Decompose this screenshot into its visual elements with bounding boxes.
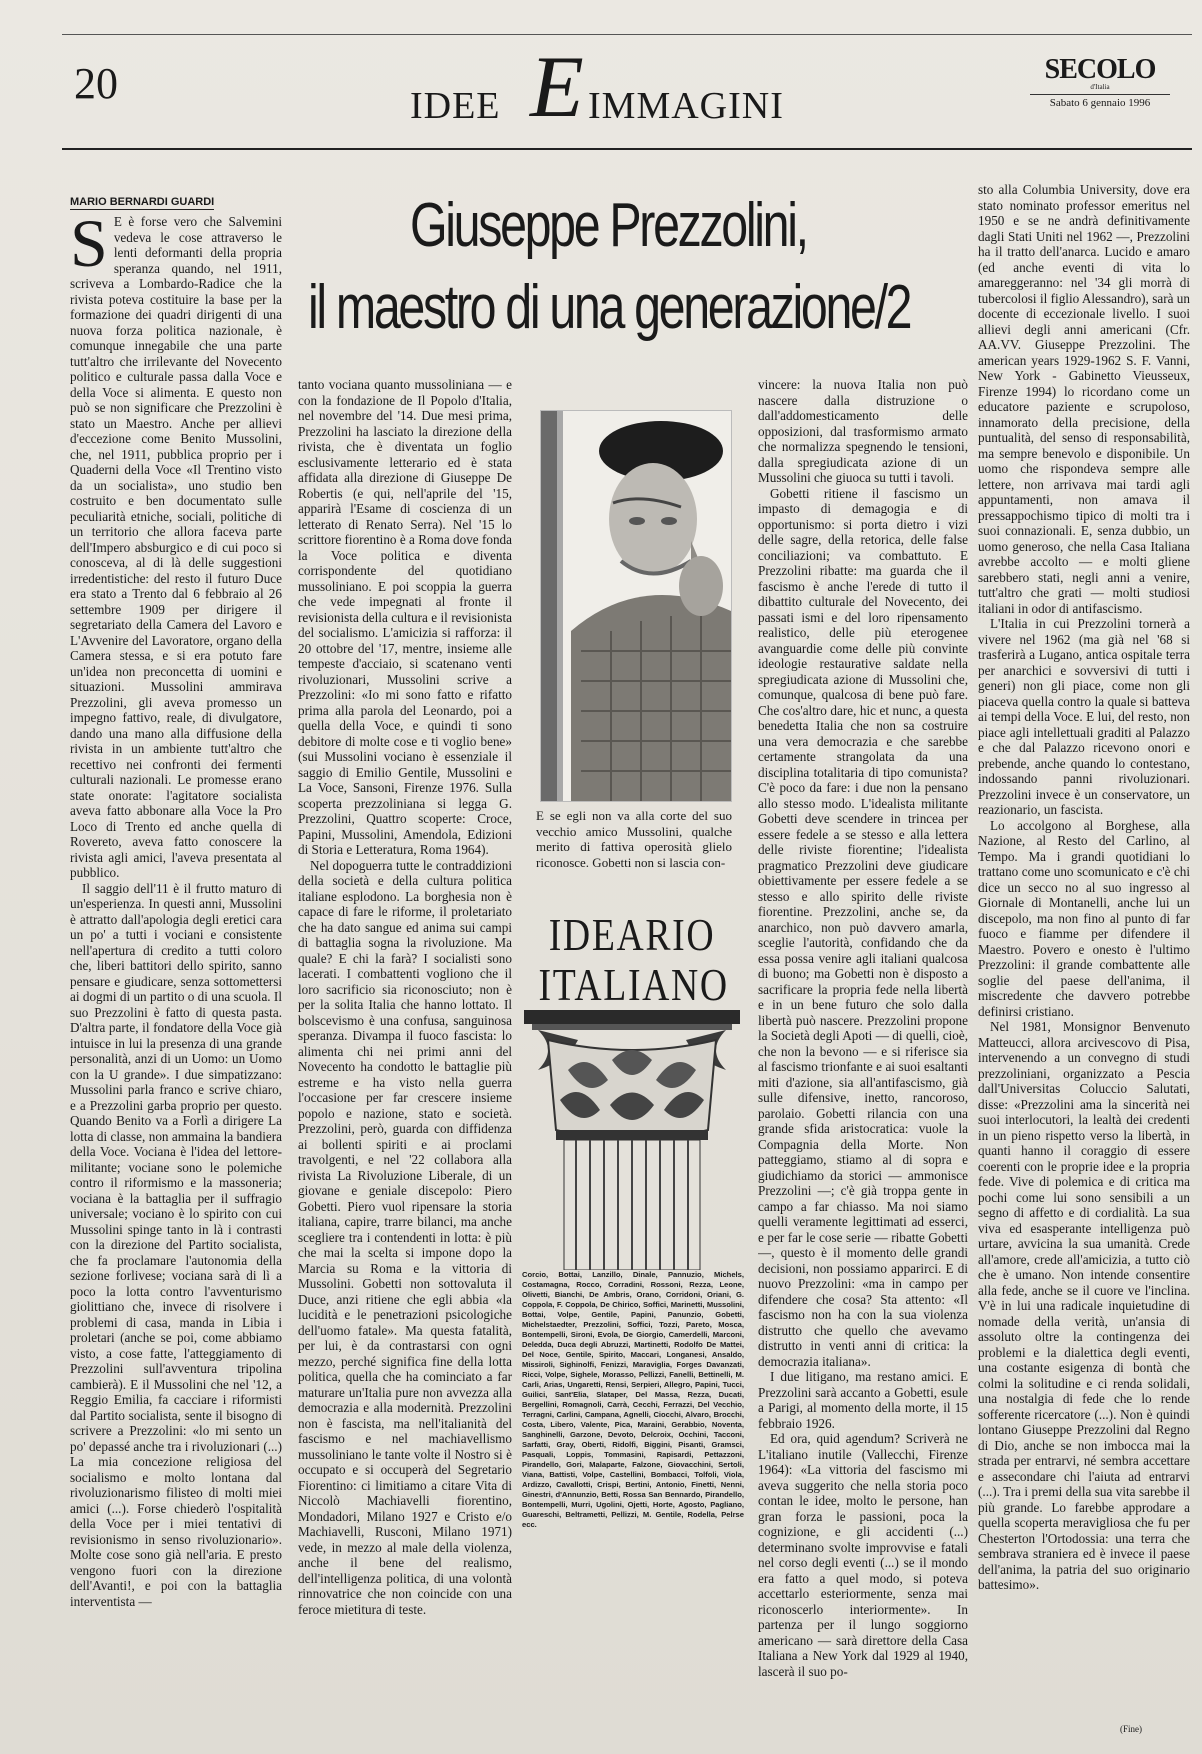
col4-para-2: L'Italia in cui Prezzolini tornerà a vivere nel 1962 (ma già nel '68 si trasferirà a Lugano, antica ospitale terra per anarchici e sovversivi di tutti i generi) non gli piace, come non gli piaceva quella contro la quale si batteva ai tempi della Voce. E lui, del resto, non piace agli intellettuali graditi al Palazzo e che dal Palazzo ricevono onori e prebende, anche quando lo contestano, indossando panni rivoluzionari. Prezzolini invece è un conservatore, un reazionario, un fascista. xyxy=(978,616,1190,817)
header-rule xyxy=(62,148,1192,150)
top-rule xyxy=(62,34,1192,35)
col4-para-4: Nel 1981, Monsignor Benvenuto Matteucci, allora arcivescovo di Pisa, intervenendo a un convegno di studi prezzoliniani, organizzato a Pescia dall'Universitas Coluccio Salutati, disse: «Prezzolini ama la sincerità nei suoi interlocutori, la lealtà dei credenti in un pieno rispetto verso la libertà, in quanti hanno il coraggio di essere coerenti con le proprie idee e la propria fede. Vive di polemica e di critica ma pochi come lui sono sensibili a un segno di affetto e di cordialità. La sua viva ed esasperante intelligenza può urtare, avvicina la sua umanità. Crede all'amore, crede all'amicizia, a tutto ciò che è umano. Non intende consentire alla fede, anche se il cuore ve l'inclina. V'è in lui una radicale inquietudine di nomade della verità, un'ansia di assoluto oltre la contingenza dei problemi e la dialettica degli eventi, una costante esigenza di bontà che colmi la solitudine e ci renda solidali, una nostalgia di fede che lo rende sofferente ricercatore (...). Non è quindi lontano Giuseppe Prezzolini dal Regno di Dio, anche se non imbocca mai la strada per entrarvi, né sembra accettare e assecondare chi l'aiuta ad entrarvi (...). Tra i premi della sua vita sarebbe il più grande. Lo farebbe approdare a quella scoperta meravigliosa che fu per Chesterton l'Ortodossia: una terra che sembrava straniera ed è invece il paese dell'anima, la patria del suo originario battesimo». xyxy=(978,1019,1190,1592)
ideario-title-2: ITALIANO xyxy=(538,959,729,1010)
article-column-4 xyxy=(978,182,1190,1712)
headline-line-1: Giuseppe Prezzolini, xyxy=(410,191,807,260)
col4-para-3: Lo accolgono al Borghese, alla Nazione, al Resto del Carlino, al Tempo. Ma i grandi quotidiani lo trattano come uno scomunicato e c'è chi dice un secco no al suo ingresso al Giornale di Montanelli, anche lui un discepolo, ma non fino al punto di far fuoco e fiamme per difendere il Maestro. Povero e onesto è l'ultimo Prezzolini: il grande combattente alle soglie del paese dell'anima, il miscredente che davvero potrebbe definirsi cristiano. xyxy=(978,817,1190,1019)
paper-logo: SECOLO xyxy=(1044,54,1156,85)
col3-para-3: I due litigano, ma restano amici. E Prezzolini sarà accanto a Gobetti, esule a Parigi, al momento della morte, il 15 febbraio 1926. xyxy=(758,1369,968,1431)
rubric-immagini: IMMAGINI xyxy=(588,85,784,127)
col3-para-2: Gobetti ritiene il fascismo un impasto di demagogia e di opportunismo: si porta dietro i vizi delle sagre, della retorica, delle false conciliazioni; va combattuto. E Prezzolini ribatte: ma guarda che il fascismo è anche l'erede di tutto il dibattito culturale del Novecento, dei passati ismi e del loro ripensamento realistico, delle più eterogenee avanguardie come delle più convinte ideologie restaurative saldate nella spregiudicata azione di Mussolini che, comunque, qualcosa di bene può fare. Che cos'altro dare, hic et nunc, a questa benedetta Italia che non sa costruire una vera democrazia e che sarebbe certamente strangolata da una disciplina totalitaria di tipo comunista? C'è poco da fare: i due non la pensano allo stesso modo. L'idealista militante Gobetti deve scendere in trincea per essere fedele a se stesso e alla lettera delle riviste fiorentine; l'idealista pragmatico Prezzolini deve giudicare obiettivamente per essere fedele a se stesso e allo spirito delle riviste fiorentine. Prezzolini, anche se, da anarchico, non può davvero amarla, sceglie l'autorità, confidando che da essa possa venire agli italiani qualcosa di buono; ma Gobetti non è disposto a sacrificare la propria fede nella libertà e in un bene futuro che solo dalla libertà può nascere. Prezzolini propone la Società degli Apoti — di quelli, cioè, che non la bevono — e si riferisce sia al fascismo trionfante e ai suoi esaltanti miti d'azione, sia all'antifascismo, già sulle difensive, inetto, rancoroso, parolaio. Gobetti rilancia con una grande sfida aristocratica: vuole la Compagnia della Morte. Non patteggiamo, stiamo al di sopra e giudichiamo da storici — ammonisce Prezzolini —; c'è già troppa gente in campo a far chiasso. Ma noi siamo quelli veramente legittimati ad esserci, e per far le cose serie — ribatte Gobetti —, questo è il momento delle grandi decisioni, non possiamo apparirci. E di nuovo Prezzolini: «ma in campo per difendere che cosa? Sta attento: «Il fascismo non ha con la sua violenza distrutto che quello che avevamo distrutto in venti anni di critica: la democrazia italiana». xyxy=(758,485,968,1369)
paper-sub: d'Italia xyxy=(1090,83,1110,91)
portrait-photo xyxy=(540,410,732,802)
corinthian-column-icon xyxy=(518,1010,746,1270)
page-number: 20 xyxy=(74,59,118,108)
rubric-e: E xyxy=(530,39,584,136)
article-column-3 xyxy=(758,377,968,1697)
masthead xyxy=(1030,56,1170,109)
col2-para-2: Nel dopoguerra tutte le contraddizioni della società e della cultura politica italiane esplodono. La borghesia non è capace di fare le riforme, il proletariato che ha dato sangue ed anima sui campi di battaglia sogna la rivoluzione. Ma quale? E chi la farà? I socialisti sono lacerati. I combattenti vogliono che il loro sacrificio sia riconosciuto; non è per la solita Italia che hanno lottato. Il bolscevismo è una confusa, sanguinosa speranza. Divampa il fuoco fascista: lo alimenta chi nei primi anni del Novecento ha condotto le battaglie più estreme e ha visto nella guerra l'occasione per far crescere insieme popolo e nazione, stato e società. Prezzolini, però, guarda con diffidenza ai bollenti spiriti e ai proclami travolgenti, e nel '22 collabora alla rivista La Rivoluzione Liberale, di un giovane e geniale discepolo: Piero Gobetti. Piero vuol ripensare la storia italiana, capire, trarre bilanci, ma anche scegliere tra i contendenti in lotta: è più che mai la scelta si impone dopo la Marcia su Roma e la vittoria di Mussolini. Gobetti non sottovaluta il Duce, anzi ritiene che egli abbia «la lucidità e le penetrazioni psicologiche dell'uomo fatale». Ma questa fatalità, per lui, è da contrastarsi con ogni mezzo, perché significa fine della lotta politica, quella che ha cominciato a far maturare un'Italia pure non avvezza alla democrazia e alla modernità. Prezzolini non è fascista, ma nell'italianità del fascismo e nel machiavellismo mussoliniano le tante volte il Nostro si è occupato e si occuperà del Segretario Fiorentino: ci limitiamo a citare Vita di Niccolò Machiavelli fiorentino, Mondadori, Milano 1927 e Cristo e/o Machiavelli, Rusconi, Milano 1971) vede, in mezzo al male della violenza, anche il bene del realismo, dell'intelligenza politica, di una volontà rinnovatrice che non coincide con una feroce mietitura di teste. xyxy=(298,857,512,1617)
col4-para-1: sto alla Columbia University, dove era stato nominato professor emeritus nel 1950 e se ne andrà definitivamente dagli Stati Uniti nel 1962 —, Prezzolini ha il tratto dell'anarca. Lucido e amaro (ed anche eventi di vita lo amareggeranno: nel '34 gli morrà di tubercolosi il figlio Alessandro), sarà un docente di eccezionale livello. I suoi allievi degli anni americani (Cfr. AA.VV. Giuseppe Prezzolini. The american years 1929-1962 S. F. Vanni, New York - Gabinetto Vieusseux, Firenze 1994) lo ricordano come un educatore paziente e scrupoloso, innamorato della precisione, della puntualità, del senso di responsabilità, ma sempre benevolo e disponibile. Un uomo che rispondeva sempre alle lettere, non arrivava mai tardi agli appuntamenti, non amava il pressappochismo tipico di molti tra i suoi connazionali. E, senza dubbio, un uomo generoso, che nella Casa Italiana avrebbe accolto — e molti gliene sarebbero stati, negli anni a venire, tutt'altro che grati — molti studiosi italiani in odor di antifascismo. xyxy=(978,182,1190,616)
headline-line-2: il maestro di una generazione/2 xyxy=(308,273,911,342)
col1-para-2: Il saggio dell'11 è il frutto maturo di un'esperienza. In questi anni, Mussolini è attratto dall'apologia degli eretici cara un po' a tutti i vociani e consistente nell'apertura di credito a tutti coloro che, liberi battitori dello spirito, sanno pensare e giudicare, senza sottomettersi ai dogmi di un partito o di una scuola. Il suo Prezzolini è fatto di questa pasta. D'altra parte, il fondatore della Voce già intuisce in lui la presenza di una grande personalità, anzi di un Uomo: un Uomo con la U grande». I due simpatizzano: Mussolini parla franco e scrive chiaro, e a Prezzolini garba proprio per questo. Quando Benito va a Forlì a dirigere La lotta di classe, non ammaina la bandiera della Voce. Vociana è l'idea del lettore-militante; vociane sono le polemiche contro il riformismo e la massoneria; vociana è la battaglia per il suffragio universale; vociano è lo spirito con cui Mussolini spinge tanto in là i contrasti con la direzione del Partito socialista, che fa proclamare l'autonomia della sezione forlivese; vociana sarà di lì a poco la lotta contro l'avventurismo giolittiano che, invece di risolvere i problemi di casa, manda in Libia i proletari (anche se poi, come abbiamo visto, a cose fatte, l'atteggiamento di Prezzolini sull'avventura tripolina cambierà). E il Mussolini che nel '12, a Reggio Emilia, fa cacciare i riformisti dal Partito socialista, sente il bisogno di scrivere a Prezzolini: «lo mi sento un po' depassé anche tra i rivoluzionari (...) La mia concezione religiosa del socialismo e molto lontana dal rivoluzionarismo filisteo di molti miei amici (...). Forse chiederò l'ospitalità della Voce per i miei tentativi di revisionismo in senso rivoluzionario». Molte cose sono già nell'aria. E presto vengono fuori con la direzione dell'Avanti!, e poi con la battaglia interventista — xyxy=(70,880,282,1609)
article-end-mark: (Fine) xyxy=(1120,1724,1142,1734)
article-column-1 xyxy=(70,214,282,1694)
ideario-title-1: IDEARIO xyxy=(548,909,716,960)
col3-para-4: Ed ora, quid agendum? Scriverà ne L'italiano inutile (Vallecchi, Firenze 1964): «La vittoria del fascismo mi aveva suggerito che nella storia poco contan le idee, molto le persone, han gran forza le passioni, poca la cognizione, e gli accidenti (...) determinano svolte improvvise e fatali nel corso degli eventi (...) se il mondo era fatto a quel modo, si poteva accettarlo esteriormente, senza mai riconoscerlo interiormente». In partenza per il lungo soggiorno americano — sarà direttore della Casa Italiana a New York dal 1929 al 1940, lascerà il suo po- xyxy=(758,1431,968,1679)
byline: MARIO BERNARDI GUARDI xyxy=(70,196,215,208)
article-column-2 xyxy=(298,377,512,1697)
section-rubric xyxy=(410,39,850,136)
col2-para-1: tanto vociana quanto mussoliniana — e con la fondazione de Il Popolo d'Italia, nel novembre del '14. Due mesi prima, Prezzolini ha lasciato la direzione della rivista, che è diventata un foglio esclusivamente letterario ed è stata affidata alla direzione di Giuseppe De Robertis (e qui, nell'aprile del '15, apparirà l'Esame di coscienza di un letterato di Renato Serra). Nel '15 lo scrittore fiorentino è a Roma dove fonda la Voce politica e diventa corrispondente del quotidiano mussoliniano. E poi scoppia la guerra che vede impegnati al fronte il revisionista della cultura e il revisionista del socialismo. L'amicizia si rafforza: il 20 ottobre del '17, mentre, insieme alle tempeste d'acciaio, si scatenano venti rivoluzionari, Mussolini scrive a Prezzolini: «Io mi sono fatto e rifatto prima alla parola del Leonardo, poi a quella della Voce, e quindi ti sono debitore di molte cose e ti voglio bene» (sui Mussolini vociano è essenziale il saggio di Emilio Gentile, Mussolini e La Voce, Sansoni, Firenze 1976. Sulla scoperta prezzoliniana si legga G. Prezzolini, Quattro scoperte: Croce, Papini, Mussolini, Amendola, Edizioni di Storia e Letteratura, Roma 1964). xyxy=(298,377,512,857)
portrait-illustration xyxy=(541,411,731,801)
ideario-names-list: Corcio, Bottai, Lanzillo, Dinale, Pannuzio, Michels, Costamagna, Rocco, Corradini, Rossoni, Rezza, Leone, Olivetti, Bianchi, De Ambris, Orano, Corridoni, Oriani, G. Coppola, F. Coppola, De Chirico, Soffici, Marinetti, Mussolini, Bottai, Volpe, Gentile, Papini, Panunzio, Gobetti, Michelstaedter, Prezzolini, Soffici, Tozzi, Pareto, Mosca, Bontempelli, Sironi, Evola, De Giorgio, Camerdelli, Marconi, Deledda, Duca degli Abruzzi, Martinetti, Rodolfo De Mattei, Del Noce, Gentile, Spirito, Maccari, Longanesi, Ansaldo, Missiroli, Sighinolfi, Fenizzi, Maraviglia, Forges Davanzati, Ricci, Volpe, Sighele, Morasso, Pellizzi, Fanelli, Bettinelli, M. Carli, Arias, Ungaretti, Rensi, Serpieri, Allegro, Papini, Tucci, Guilici, Sant'Elia, Slataper, Del Massa, Rezza, Ducati, Bergellini, Romagnoli, Carrà, Cecchi, Ferrazzi, Del Vecchio, Terragni, Carlini, Campana, Agnelli, Ciocchi, Alvaro, Brocchi, Costa, Libero, Valente, Pica, Maraini, Gerabbio, Noventa, Sanghinelli, Garzone, Devoto, Delcroix, Occhini, Tacconi, Sarfatti, Gray, Oberti, Ridolfi, Biggini, Pisanti, Gramsci, Pasquali, Loppis, Tommasini, Rapisardi, Pettazzoni, Pirandello, Gori, Malaparte, Falzone, Giovacchini, Sertoli, Viana, Battisti, Volpe, Castellini, Bombacci, Tolfoli, Viola, Ardizzo, Cavallotti, Crispi, Bertini, Antonio, Finetti, Nenni, Ginestri, d'Annunzio, Betti, Rossa San Bennardo, Pirandello, Bontempelli, Murri, Ugolini, Ojetti, Horte, Agosto, Pagliano, Guareschi, Beltrametti, Pellizzi, M. Gentile, Rodella, Pelrse ecc. xyxy=(522,1270,744,1529)
col1-para-1: E è forse vero che Salvemini vedeva le cose attraverso le lenti deformanti della propria speranza quando, nel 1911, scriveva a Lombardo-Radice che la rivista poteva costituire la base per la formazione dei quadri dirigenti di una nuova forza politica nazionale, è comunque innegabile che una parte tutt'altro che irrilevante del Novecento politico e culturale passa dalla Voce e della Voce si alimenta. E questo non può se non significare che Prezzolini è stato un Maestro. Anche per allievi d'eccezione come Benito Mussolini, che, nel 1911, pubblica proprio per i Quaderni della Voce «Il Trentino visto da un socialista», uno studio ben costruito e ben documentato sulle peculiarità etniche, sociali, politiche di un territorio che allora faceva parte dell'Impero absburgico e di cui poco si conosceva, al di là delle suggestioni irredentistiche: del resto il futuro Duce era stato a Trento dal 6 febbraio al 26 settembre 1909 per dirigere il segretariato della Camera del Lavoro e L'Avvenire del Lavoratore, organo della Camera stessa, e si era potuto fare un'idea non preconcetta di uomini e situazioni. Mussolini ammirava Prezzolini, gli aveva promesso un impegno fattivo, reale, di divulgatore, dando una mano alla diffusione della rivista in un ambiente tutt'altro che recettivo nei confronti dei fermenti culturali nazionali. Le promesse erano state onorate: l'agitatore socialista aveva fatto abbonare alla Voce la Pro Loco di Trento ed anche quella di Rovereto, aveva fatto conoscere la rivista agli amici, l'aveva presentata al pubblico. xyxy=(70,214,282,880)
photo-caption: E se egli non va alla corte del suo vecchio amico Mussolini, qualche merito di fattiva operosità glielo riconosce. Gobetti non si lascia con- xyxy=(536,808,732,870)
ideario-italiano-box xyxy=(518,910,746,1754)
dropcap: S xyxy=(70,214,108,281)
issue-date: Sabato 6 gennaio 1996 xyxy=(1030,94,1170,109)
rubric-idee: IDEE xyxy=(410,85,501,127)
col3-para-1: vincere: la nuova Italia non può nascere dalla distruzione o dall'addomesticamento delle opposizioni, dal trasformismo armato che normalizza spegnendo le tensioni, dalla spregiudicata azione di un Mussolini che giuoca su tutti i tavoli. xyxy=(758,377,968,485)
